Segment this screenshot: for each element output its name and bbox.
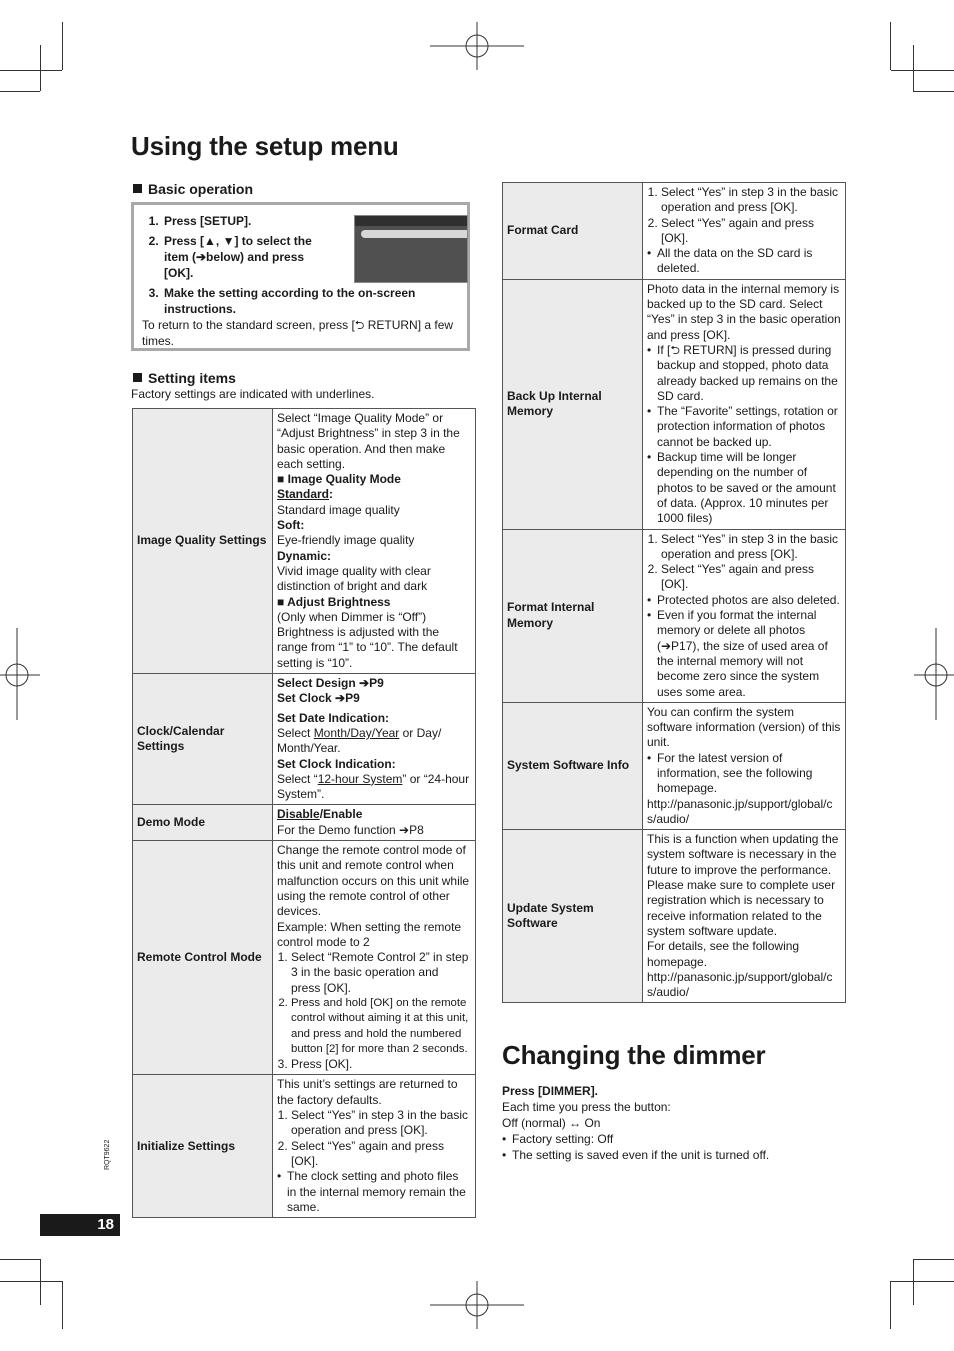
support-url: http://panasonic.jp/support/global/cs/audio/ — [647, 969, 833, 1000]
table-row — [503, 702, 846, 829]
registration-mark-top — [430, 22, 524, 70]
row-label: Update System Software — [503, 830, 643, 1003]
square-bullet-icon — [133, 373, 142, 382]
basic-operation-heading — [133, 181, 253, 197]
format-card-bullet: • All the data on the SD card is deleted. — [647, 246, 841, 277]
demo-desc: For the Demo function ➔P8 — [277, 822, 424, 837]
row-label: Format Card — [503, 183, 643, 280]
table-row — [503, 830, 846, 1003]
setting-items-note: Factory settings are indicated with underlines. — [131, 387, 375, 401]
remote-step: 2. Press and hold [OK] on the remote control without aiming it at this unit, and press and hold the numbered button [2] for more than 2 seconds. — [291, 996, 471, 1057]
basic-note: To return to the standard screen, press [⮌ RETURN] a few times. — [142, 318, 454, 348]
basic-operation-heading-text: Basic operation — [148, 181, 254, 197]
format-internal-step: 1. Select “Yes” in step 3 in the basic operation and press [OK]. — [661, 532, 841, 563]
row-value — [643, 529, 846, 702]
settings-table-left — [132, 408, 476, 1218]
row-value — [643, 830, 846, 1003]
table-row — [133, 409, 476, 674]
basic-step: 2. Press [▲, ▼] to select the item (➔below) and press [OK]. — [162, 233, 336, 281]
table-row — [133, 674, 476, 805]
dimmer-bullet: • The setting is saved even if the unit is turned off. — [502, 1147, 842, 1163]
table-row — [503, 529, 846, 702]
format-card-step: 1. Select “Yes” in step 3 in the basic operation and press [OK]. — [661, 185, 841, 216]
row-label: Demo Mode — [133, 805, 273, 841]
option-standard: Standard — [277, 487, 330, 502]
remote-intro: Change the remote control mode of this unit and remote control when malfunction occurs on this unit while using the remote control of other devices. — [277, 843, 470, 919]
row-label: System Software Info — [503, 702, 643, 829]
basic-step: 3. Make the setting according to the on-screen instructions. — [162, 285, 459, 317]
dimmer-press: Press [DIMMER]. — [502, 1084, 599, 1098]
clock-indication-heading: Set Clock Indication: — [277, 756, 396, 771]
registration-mark-right — [914, 628, 954, 720]
backup-intro: Photo data in the internal memory is backed up to the SD card. Select “Yes” in step 3 in the basic operation and press [OK]. — [647, 281, 841, 342]
option-desc: Vivid image quality with clear distinction of bright and dark — [277, 563, 431, 594]
init-bullet: • The clock setting and photo files in the internal memory remain the same. — [277, 1169, 471, 1215]
row-value — [273, 805, 476, 841]
clock-indication-desc: Select “12-hour System” or “24-hour System”. — [277, 771, 470, 802]
row-label: Remote Control Mode — [133, 841, 273, 1075]
update-paragraph: Please make sure to complete user registration which is necessary to receive information related to the system software update. — [647, 878, 836, 938]
demo-options: Disable/Enable — [277, 807, 363, 822]
brightness-heading: ■ Adjust Brightness — [277, 594, 391, 609]
row-value: Select “Image Quality Mode” or “Adjust Brightness” in step 3 in the basic operation. And then make each setting. ■ Image Quality Mode Standard: Standard image quality Soft: Eye-friendly image quality Dynamic: Vivid image quality with clear distinction of bright and dark ■ Adjust Brightness (Only when Dimmer is “Off”) Brightness is adjusted with the range from “1” to “10”. The default setting is “10”. — [273, 409, 476, 674]
date-indication-desc: Select Month/Day/Year or Day/ Month/Year. — [277, 725, 442, 756]
backup-bullet: • Backup time will be longer depending on the number of photos to be saved or the amount of data. (Approx. 10 minutes per 1000 files) — [647, 450, 841, 526]
row-value — [273, 841, 476, 1075]
remote-example: Example: When setting the remote control mode to 2 — [277, 919, 462, 949]
dimmer-line: Each time you press the button: — [502, 1100, 671, 1114]
option-soft: Soft: — [277, 518, 305, 533]
image-quality-mode-heading: ■ Image Quality Mode — [277, 472, 401, 487]
brightness-desc: (Only when Dimmer is “Off”) Brightness is adjusted with the range from “1” to “10”. The default setting is “10”. — [277, 609, 458, 670]
dimmer-section — [502, 1083, 842, 1163]
sysinfo-intro: You can confirm the system software information (version) of this unit. — [647, 704, 841, 750]
backup-bullet: • If [⮌ RETURN] is pressed during backup and stopped, photo data already backed up remains on the SD card. — [647, 343, 841, 404]
init-intro: This unit’s settings are returned to the factory defaults. — [277, 1077, 458, 1107]
format-internal-bullet: • Protected photos are also deleted. — [647, 593, 841, 608]
format-internal-bullet: • Even if you format the internal memory or delete all photos (➔P17), the size of used area of the internal memory will not become zero since the system uses some area. — [647, 608, 841, 700]
dimmer-title: Changing the dimmer — [502, 1040, 766, 1070]
remote-step: 3. Press [OK]. — [291, 1057, 471, 1072]
date-indication-heading: Set Date Indication: — [277, 710, 390, 725]
set-clock: Set Clock ➔P9 — [277, 691, 360, 706]
backup-bullet: • The “Favorite” settings, rotation or protection information of photos cannot be backed up. — [647, 404, 841, 450]
update-paragraph: For details, see the following homepage. — [647, 939, 800, 969]
setting-items-heading — [133, 370, 236, 386]
row-value — [273, 1075, 476, 1218]
setting-items-heading-text: Setting items — [148, 370, 236, 386]
basic-operation-box — [131, 202, 470, 351]
row-value — [643, 183, 846, 280]
sysinfo-bullet: • For the latest version of information, see the following homepage. — [647, 751, 841, 797]
basic-step: 1. Press [SETUP]. — [162, 213, 354, 229]
settings-table-right — [502, 182, 846, 1003]
registration-mark-bottom — [430, 1281, 524, 1329]
row-label: Clock/Calendar Settings — [133, 674, 273, 805]
table-row — [503, 279, 846, 529]
dimmer-bullet: • Factory setting: Off — [502, 1131, 842, 1147]
square-bullet-icon — [133, 184, 142, 193]
format-card-step: 2. Select “Yes” again and press [OK]. — [661, 216, 841, 247]
row-label: Back Up Internal Memory — [503, 279, 643, 529]
support-url: http://panasonic.jp/support/global/cs/audio/ — [647, 796, 833, 826]
row-label: Image Quality Settings — [133, 409, 273, 674]
page-number-tab — [40, 1214, 120, 1236]
row-value — [643, 702, 846, 829]
select-design: Select Design ➔P9 — [277, 676, 384, 691]
row-label: Initialize Settings — [133, 1075, 273, 1218]
dimmer-cycle: Off (normal) ↔ On — [502, 1116, 601, 1130]
image-quality-intro: Select “Image Quality Mode” or “Adjust Brightness” in step 3 in the basic operation. And then make each setting. — [277, 411, 460, 471]
table-row — [133, 841, 476, 1075]
option-dynamic: Dynamic: — [277, 548, 332, 563]
doc-code: RQT9622 — [104, 1139, 111, 1170]
remote-step: 1. Select “Remote Control 2” in step 3 in the basic operation and press [OK]. — [291, 950, 471, 996]
registration-mark-left — [0, 628, 40, 720]
format-internal-step: 2. Select “Yes” again and press [OK]. — [661, 562, 841, 593]
option-desc: Eye-friendly image quality — [277, 533, 415, 548]
page-title: Using the setup menu — [131, 131, 399, 161]
init-step: 2. Select “Yes” again and press [OK]. — [291, 1139, 471, 1170]
table-row — [133, 805, 476, 841]
page-number: 18 — [97, 1216, 114, 1233]
table-row — [133, 1075, 476, 1218]
option-desc: Standard image quality — [277, 502, 400, 517]
row-value — [643, 279, 846, 529]
row-value — [273, 674, 476, 805]
row-label: Format Internal Memory — [503, 529, 643, 702]
init-step: 1. Select “Yes” in step 3 in the basic operation and press [OK]. — [291, 1108, 471, 1139]
table-row — [503, 183, 846, 280]
update-paragraph: This is a function when updating the system software is necessary in the future to improve the performance. — [647, 832, 839, 877]
